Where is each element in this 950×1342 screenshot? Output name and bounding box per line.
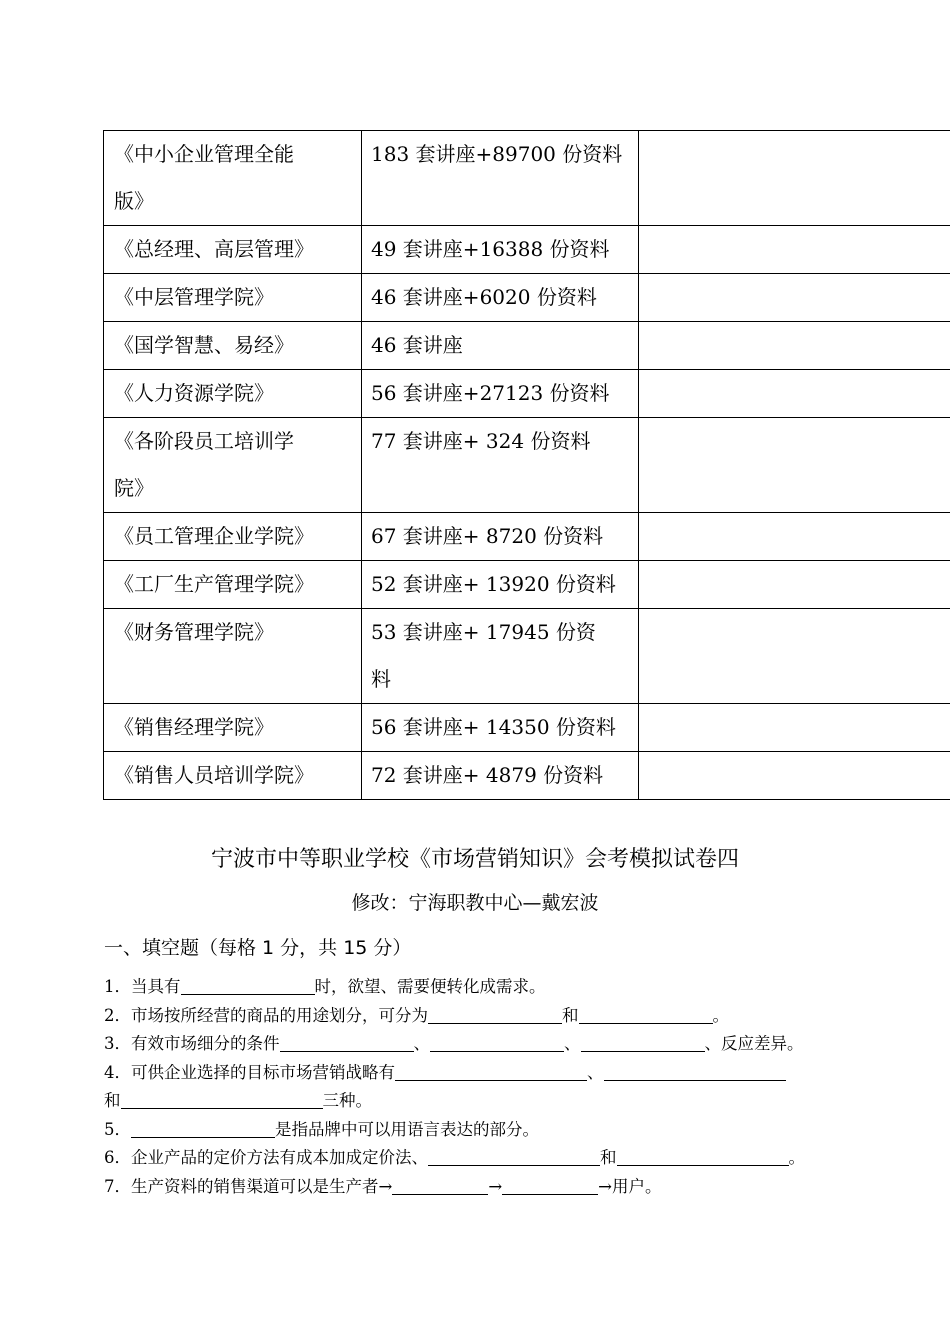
course-name: 《各阶段员工培训学 <box>114 429 294 453</box>
course-name: 《总经理、高层管理》 <box>114 237 314 261</box>
question-text: 市场按所经营的商品的用途划分，可分为 <box>131 1005 428 1025</box>
question-text: 生产资料的销售渠道可以是生产者→ <box>131 1176 393 1196</box>
empty-cell <box>639 561 950 609</box>
course-name-cell <box>104 752 362 800</box>
course-content: 53 套讲座+ 17945 份资 <box>371 620 596 644</box>
question-text: 和 <box>600 1148 617 1167</box>
answer-blank[interactable] <box>617 1146 789 1166</box>
answer-blank[interactable] <box>131 1118 275 1138</box>
table-row <box>104 370 950 418</box>
question-text: →用户。 <box>598 1176 662 1196</box>
table-row <box>104 704 950 752</box>
answer-blank[interactable] <box>280 1032 414 1052</box>
question-text: 可供企业选择的目标市场营销战略有 <box>131 1062 395 1082</box>
course-name: 《员工管理企业学院》 <box>114 524 314 548</box>
question-number: 3． <box>104 1034 131 1053</box>
course-content-cell <box>362 513 639 561</box>
course-content-cell <box>362 561 639 609</box>
question-list <box>104 973 864 1201</box>
question-number: 4． <box>104 1062 131 1082</box>
exam-subtitle: 修改：宁海职教中心—戴宏波 <box>351 892 599 914</box>
course-name-cell <box>104 609 362 704</box>
question-4 <box>104 1059 864 1088</box>
course-name-cell <box>104 274 362 322</box>
course-name-cell <box>104 561 362 609</box>
question-text: 、反应差异。 <box>704 1034 804 1053</box>
course-content-cell <box>362 322 639 370</box>
course-content: 72 套讲座+ 4879 份资料 <box>371 763 604 787</box>
question-text: 、 <box>587 1062 604 1082</box>
course-name: 《中层管理学院》 <box>114 285 274 309</box>
question-number: 1． <box>104 977 131 996</box>
course-content-cont: 料 <box>371 667 391 691</box>
course-content: 67 套讲座+ 8720 份资料 <box>371 524 604 548</box>
question-text: 。 <box>788 1148 805 1167</box>
course-name-cell <box>104 322 362 370</box>
answer-blank[interactable] <box>395 1061 587 1081</box>
question-number: 2． <box>104 1005 131 1025</box>
course-name-cont: 院》 <box>114 476 154 500</box>
question-text: 有效市场细分的条件 <box>131 1034 280 1053</box>
answer-blank[interactable] <box>428 1004 562 1024</box>
course-name-cell <box>104 418 362 513</box>
question-text: 。 <box>712 1005 729 1025</box>
table-row <box>104 322 950 370</box>
answer-blank[interactable] <box>430 1032 564 1052</box>
question-text: → <box>488 1176 503 1196</box>
empty-cell <box>639 274 950 322</box>
course-name: 《工厂生产管理学院》 <box>114 572 314 596</box>
question-text: 、 <box>564 1034 581 1053</box>
question-1 <box>104 973 864 1002</box>
question-text: 、 <box>413 1034 430 1053</box>
course-content-cell <box>362 370 639 418</box>
course-content-cell <box>362 131 639 226</box>
course-name-cell <box>104 226 362 274</box>
course-content-cell <box>362 226 639 274</box>
course-name-cell <box>104 370 362 418</box>
course-name: 《销售经理学院》 <box>114 715 274 739</box>
exam-title: 宁波市中等职业学校《市场营销知识》会考模拟试卷四 <box>210 847 739 872</box>
empty-cell <box>639 513 950 561</box>
course-content: 56 套讲座+27123 份资料 <box>371 381 610 405</box>
empty-cell <box>639 609 950 704</box>
question-text: 和 <box>104 1091 121 1110</box>
course-content-cell <box>362 704 639 752</box>
course-name-cell <box>104 131 362 226</box>
empty-cell <box>639 418 950 513</box>
answer-blank[interactable] <box>121 1089 323 1109</box>
question-text: 企业产品的定价方法有成本加成定价法、 <box>131 1148 428 1167</box>
course-content-cell <box>362 418 639 513</box>
question-number: 7． <box>104 1176 131 1196</box>
course-name: 《中小企业管理全能 <box>114 142 294 166</box>
question-text: 和 <box>562 1005 579 1025</box>
empty-cell <box>639 704 950 752</box>
course-content: 52 套讲座+ 13920 份资料 <box>371 572 616 596</box>
empty-cell <box>639 752 950 800</box>
course-content: 49 套讲座+16388 份资料 <box>371 237 610 261</box>
answer-blank[interactable] <box>392 1175 488 1195</box>
course-content-cell <box>362 274 639 322</box>
course-name-cell <box>104 513 362 561</box>
section-heading: 一、填空题（每格 1 分，共 15 分） <box>104 937 412 959</box>
question-number: 5． <box>104 1119 131 1139</box>
course-content-cell <box>362 752 639 800</box>
course-content: 46 套讲座 <box>371 333 463 357</box>
question-5 <box>104 1116 864 1145</box>
course-content: 183 套讲座+89700 份资料 <box>371 142 623 166</box>
table-row <box>104 513 950 561</box>
answer-blank[interactable] <box>428 1146 600 1166</box>
table-row <box>104 131 950 226</box>
question-2 <box>104 1002 864 1031</box>
course-name: 《国学智慧、易经》 <box>114 333 294 357</box>
question-3 <box>104 1030 864 1059</box>
course-name-cell <box>104 704 362 752</box>
question-number: 6． <box>104 1148 131 1167</box>
answer-blank[interactable] <box>579 1004 713 1024</box>
empty-cell <box>639 322 950 370</box>
empty-cell <box>639 131 950 226</box>
table-row <box>104 418 950 513</box>
answer-blank[interactable] <box>181 975 315 995</box>
question-text: 三种。 <box>322 1091 372 1110</box>
question-4-cont <box>104 1087 864 1116</box>
course-content: 77 套讲座+ 324 份资料 <box>371 429 591 453</box>
course-content-cell <box>362 609 639 704</box>
course-content: 56 套讲座+ 14350 份资料 <box>371 715 616 739</box>
course-content: 46 套讲座+6020 份资料 <box>371 285 597 309</box>
course-name: 《销售人员培训学院》 <box>114 763 314 787</box>
course-name-cont: 版》 <box>114 189 154 213</box>
table-row <box>104 226 950 274</box>
question-6 <box>104 1144 864 1173</box>
table-row <box>104 609 950 704</box>
table-row <box>104 274 950 322</box>
empty-cell <box>639 370 950 418</box>
answer-blank[interactable] <box>502 1175 598 1195</box>
answer-blank[interactable] <box>604 1061 786 1081</box>
course-name: 《财务管理学院》 <box>114 620 274 644</box>
question-text: 当具有 <box>131 977 181 996</box>
question-7 <box>104 1173 864 1202</box>
empty-cell <box>639 226 950 274</box>
question-text: 是指品牌中可以用语言表达的部分。 <box>275 1119 539 1139</box>
question-text: 时，欲望、需要便转化成需求。 <box>314 977 546 996</box>
answer-blank[interactable] <box>581 1032 705 1052</box>
resource-table <box>103 130 950 800</box>
table-row <box>104 752 950 800</box>
table-row <box>104 561 950 609</box>
course-name: 《人力资源学院》 <box>114 381 274 405</box>
